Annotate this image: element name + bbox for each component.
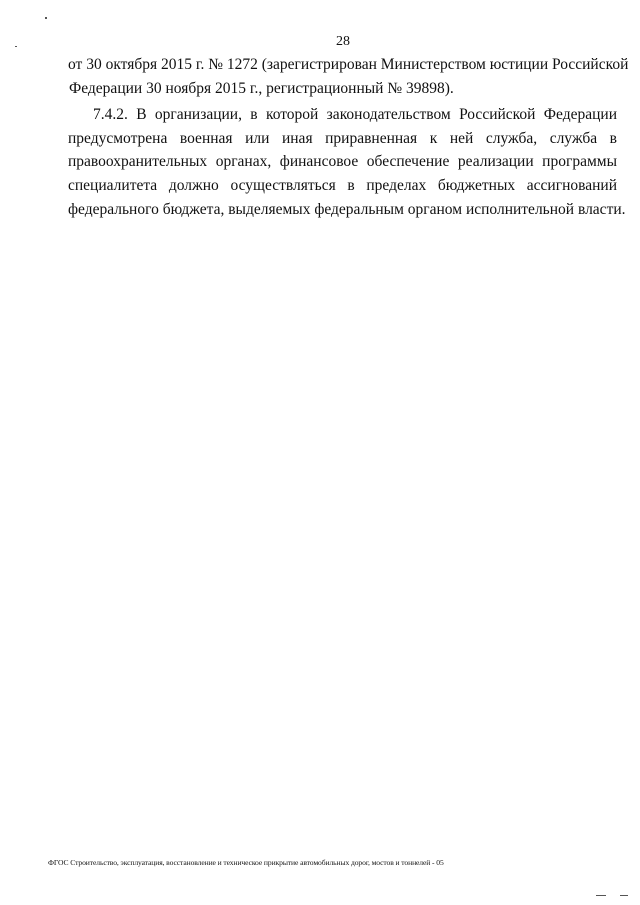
paragraph-2-line-5: федерального бюджета, выделяемых федеральным органом исполнительной власти. — [68, 200, 626, 218]
paragraph-1-line-2: Федерации 30 ноября 2015 г., регистрационный № 39898). — [69, 79, 454, 97]
paragraph-2-line-4: специалитета должно осуществляться в пределах бюджетных ассигнований — [68, 176, 617, 194]
scan-speck — [45, 17, 47, 19]
paragraph-1-line-1: от 30 октября 2015 г. № 1272 (зарегистрирован Министерством юстиции Российской — [68, 56, 629, 73]
scan-speck — [596, 895, 606, 896]
page-number: 28 — [336, 34, 350, 49]
paragraph-2-line-2: предусмотрена военная или иная приравненная к ней служба, служба в — [68, 129, 617, 147]
paragraph-2-line-3: правоохранительных органах, финансовое обеспечение реализации программы — [68, 153, 617, 171]
body-text — [68, 53, 629, 221]
footer-standard-title: ФГОС Строительство, эксплуатация, восстановление и техническое прикрытие автомобильных дорог, мостов и тоннелей - 05 — [48, 858, 444, 867]
paragraph-2-line-1: 7.4.2. В организации, в которой законодательством Российской Федерации — [93, 106, 617, 124]
scan-speck — [620, 895, 628, 896]
